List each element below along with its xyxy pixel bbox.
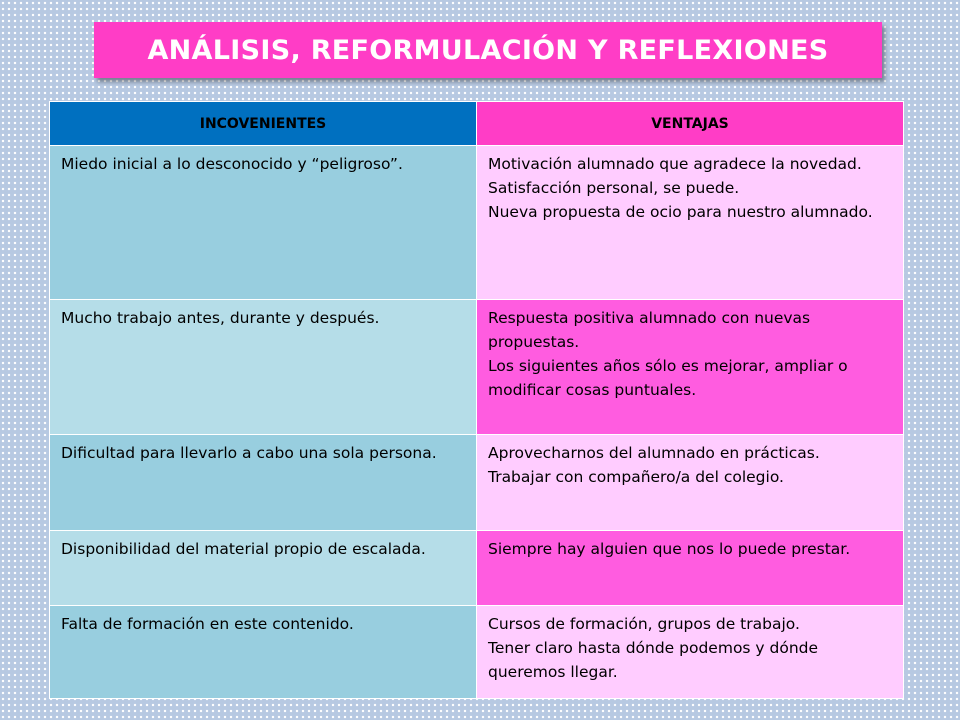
header-ventajas: VENTAJAS [477,102,904,146]
cell-text: Cursos de formación, grupos de trabajo. [488,615,800,633]
cell-text: Satisfacción personal, se puede. [488,179,740,197]
ventajas-cell [477,435,904,531]
ventajas-cell [477,531,904,606]
cell-text: Aprovecharnos del alumnado en prácticas. [488,444,820,462]
cell-text: Mucho trabajo antes, durante y después. [61,309,380,327]
cell-text: Trabajar con compañero/a del colegio. [488,468,784,486]
inconvenientes-cell [50,146,477,300]
cell-text: Tener claro hasta dónde podemos y dónde queremos llegar. [488,639,819,681]
cell-text: Falta de formación en este contenido. [61,615,354,633]
table-header-row [50,102,904,146]
table-row [50,531,904,606]
cell-text: Nueva propuesta de ocio para nuestro alumnado. [488,203,873,221]
cell-text: Disponibilidad del material propio de escalada. [61,540,426,558]
cell-text: Miedo inicial a lo desconocido y “peligroso”. [61,155,403,173]
cell-text: Siempre hay alguien que nos lo puede prestar. [488,540,851,558]
cell-text: Respuesta positiva alumnado con nuevas propuestas. [488,309,811,351]
header-inconvenientes: INCOVENIENTES [50,102,477,146]
inconvenientes-cell [50,300,477,435]
cell-text: Los siguientes años sólo es mejorar, ampliar o modificar cosas puntuales. [488,357,848,399]
table-row [50,146,904,300]
table-row [50,435,904,531]
ventajas-cell [477,606,904,699]
inconvenientes-cell [50,606,477,699]
ventajas-cell [477,300,904,435]
inconvenientes-cell [50,531,477,606]
inconvenientes-cell [50,435,477,531]
table-row [50,606,904,699]
comparison-table [49,101,904,699]
slide-title: ANÁLISIS, REFORMULACIÓN Y REFLEXIONES [147,34,829,66]
cell-text: Dificultad para llevarlo a cabo una sola persona. [61,444,437,462]
title-banner [94,22,882,78]
table-row [50,300,904,435]
ventajas-cell [477,146,904,300]
cell-text: Motivación alumnado que agradece la novedad. [488,155,862,173]
